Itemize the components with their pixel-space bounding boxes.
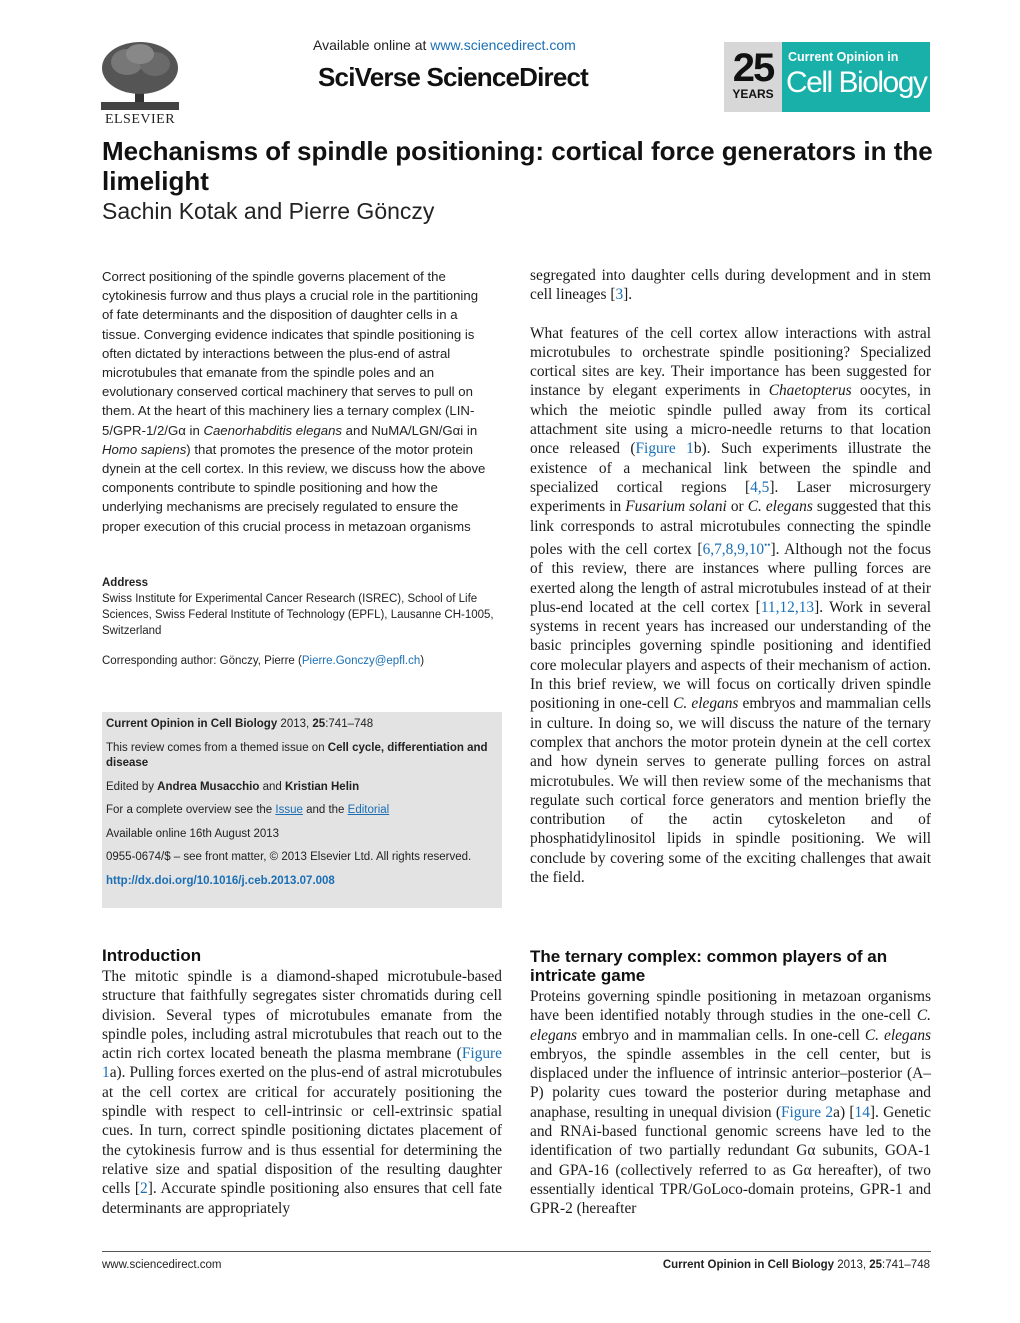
doi-link[interactable]: http://dx.doi.org/10.1016/j.ceb.2013.07.008	[106, 874, 335, 887]
info-volume: 25	[312, 718, 326, 730]
ref-6-10-mark: ••	[764, 539, 771, 550]
footer-pages: :741–748	[882, 1259, 930, 1271]
ref-4-5-link[interactable]: 4,5	[750, 478, 770, 496]
ref-14-link[interactable]: 14	[854, 1103, 870, 1121]
article-title: Mechanisms of spindle positioning: cortical force generators in the limelight	[102, 136, 933, 196]
footer-divider	[102, 1251, 931, 1252]
info-editor-2: Kristian Helin	[284, 780, 360, 793]
sciencedirect-link[interactable]: www.sciencedirect.com	[430, 37, 576, 53]
years-number: 25	[732, 46, 774, 90]
ref-2-link[interactable]: 2	[140, 1180, 148, 1198]
ref-3-link[interactable]: 3	[615, 286, 624, 304]
intro-a: The mitotic spindle is a diamond-shaped microtubule-based structure that faithfully segregates sister chromatids during cell division. Several types of microtubules emanate from the spindle poles, including astral microtubules that reach out to the actin rich cortex located beneath the plasma membrane (	[102, 968, 502, 1063]
rp2-c: b). Such experiments illustrate the existence of a mechanical link between the spindle and specialized cortical regions [	[530, 440, 931, 496]
years-badge	[724, 42, 782, 112]
tern-species-2: C. elegans	[864, 1026, 931, 1044]
tern-c: embryos, the spindle assembles in the cell center, but is displaced under the influence of intrinsic anterior–posterior (A–P) polarity cues toward the posterior during metaphase and anaphase, resulting in unequal division (	[530, 1045, 931, 1121]
rp2-species-2: Fusarium solani	[625, 498, 727, 516]
info-editor-1: Andrea Musacchio	[157, 780, 260, 793]
abstract-species-1: Caenorhabditis elegans	[203, 422, 343, 438]
right-paragraph-2	[530, 324, 931, 888]
available-prefix: Available online at	[313, 37, 431, 53]
info-theme-prefix: This review comes from a themed issue on	[106, 741, 328, 754]
journal-top-text: Current Opinion in	[788, 50, 899, 64]
rp1-end: ].	[623, 286, 633, 304]
info-year: 2013,	[277, 718, 313, 730]
address-block	[102, 575, 502, 639]
available-online-line	[313, 37, 576, 53]
intro-c: ]. Accurate spindle positioning also ensures that cell fate determinants are appropriately	[102, 1180, 502, 1217]
brand-name: SciVerse ScienceDirect	[318, 62, 589, 92]
years-label: YEARS	[732, 87, 774, 101]
rp2-b: oocytes, in which the meiotic spindle pulled away from its cortical attachment site using a micro-needle returns to that location once released (	[530, 382, 931, 458]
author-email-link[interactable]: Pierre.Gonczy@epfl.ch	[301, 655, 421, 667]
info-overview-and: and the	[302, 804, 348, 816]
abstract-text-2: and NuMA/LGN/Gαi in	[342, 422, 478, 438]
article-authors: Sachin Kotak and Pierre Gönczy	[102, 198, 435, 224]
right-column-intro	[530, 266, 931, 887]
ref-11-13-link[interactable]: 11,12,13	[760, 598, 815, 616]
footer-journal: Current Opinion in Cell Biology	[662, 1259, 835, 1271]
rp1-text: segregated into daughter cells during development and in stem cell lineages [	[530, 267, 931, 304]
journal-main-text: Cell Biology	[786, 66, 927, 99]
rp2-e: or	[726, 498, 748, 516]
corresponding-suffix: )	[420, 655, 425, 667]
info-overview	[106, 803, 496, 819]
rp2-species-4: C. elegans	[673, 695, 739, 713]
footer-year: 2013,	[834, 1259, 870, 1271]
corresponding-author	[102, 653, 502, 669]
right-paragraph-1	[530, 266, 931, 305]
tern-e: ]. Genetic and RNAi-based functional genomic screens have led to the identification of two partially redundant Gα subunits, GOA-1 and GPA-16 (collectively referred to as Gα hereafter), of two essentially identical TPR/GoLoco-domain proteins, GPR-1 and GPR-2 (hereafter	[530, 1103, 932, 1218]
abstract-text-3: ) that promotes the presence of the motor protein dynein at the cell cortex. In this review, we discuss how the above components contribute to spindle positioning and how the underlying mechanisms are precisely regulated to ensure the proper execution of this crucial process in metazoan organisms	[102, 441, 486, 534]
article-info-box	[102, 712, 502, 908]
ref-6-10-link[interactable]: 6,7,8,9,10	[702, 540, 765, 558]
info-edited-and: and	[259, 780, 285, 793]
info-theme-name: Cell cycle, differentiation and disease	[106, 741, 488, 769]
footer-citation	[663, 1259, 930, 1271]
tern-species-1: C. elegans	[530, 1007, 931, 1044]
footer-website: www.sciencedirect.com	[102, 1259, 222, 1271]
journal-band	[782, 42, 930, 112]
footer-volume: 25	[869, 1259, 883, 1271]
intro-figure-1-link[interactable]: Figure 1	[102, 1045, 502, 1082]
figure-2-link[interactable]: Figure 2	[780, 1103, 834, 1121]
intro-b: a). Pulling forces exerted on the plus-end of astral microtubules at the cell cortex are critical for accurately positioning the spindle with respect to cell-intrinsic or cell-extrinsic spatial cues. In turn, correct spindle positioning dictates placement of the cytokinesis furrow and is thus essential for determining the relative size and spatial disposition of the resulting daughter cells [	[102, 1064, 502, 1198]
rp2-d: ]. Laser microsurgery experiments in	[530, 478, 932, 516]
figure-1-link[interactable]: Figure 1	[635, 440, 694, 458]
tern-d: a) [	[833, 1103, 855, 1121]
info-editors	[106, 780, 496, 796]
abstract	[102, 267, 486, 536]
issue-link[interactable]: Issue	[275, 804, 303, 816]
tern-a: Proteins governing spindle positioning in metazoan organisms have been identified notably through studies in the one-cell	[530, 988, 931, 1025]
tern-b: embryo and in mammalian cells. In one-cell	[577, 1026, 865, 1044]
introduction-text	[102, 967, 502, 1218]
rp2-species-3: C. elegans	[747, 498, 813, 516]
abstract-text-1: Correct positioning of the spindle governs placement of the cytokinesis furrow and thus plays a crucial role in the partitioning of fate determinants and the disposition of daughter cells in a tissue. Converging evidence indicates that spindle positioning is often dictated by interactions between the plus-end of astral microtubules that emanate from the spindle poles and an evolutionary conserved cortical machinery that serves to pull on them. At the heart of this machinery lies a ternary complex (LIN-5/GPR-1/2/Gα in	[102, 269, 479, 438]
corresponding-prefix: Corresponding author: Gönczy, Pierre (	[102, 655, 302, 667]
info-theme	[106, 741, 496, 772]
info-edited-prefix: Edited by	[106, 780, 158, 793]
ternary-text	[530, 987, 931, 1219]
info-copyright: 0955-0674/$ – see front matter, © 2013 Elsevier Ltd. All rights reserved.	[106, 851, 472, 863]
journal-logo	[724, 42, 930, 112]
rp2-species-1: Chaetopterus	[768, 382, 852, 400]
rp2-g: ]. Although not the focus of this review, there are instances where pulling forces are exerted along the length of astral microtubules instead of at their plus-end located at the cell cortex [	[530, 540, 931, 616]
info-pages: :741–748	[325, 718, 374, 730]
introduction-heading: Introduction	[102, 946, 202, 965]
info-available-online: Available online 16th August 2013	[106, 827, 280, 840]
publisher-name: ELSEVIER	[104, 112, 176, 127]
rp2-f: suggested that this link corresponds to astral microtubules connecting the spindle poles with the cell cortex [	[530, 498, 931, 558]
ternary-heading: The ternary complex: common players of an intricate game	[530, 947, 888, 985]
rp2-a: What features of the cell cortex allow interactions with astral microtubules to orchestrate spindle positioning? Specialized cortical sites are key. Their importance has been suggested for instance by elegant experiments in	[530, 324, 931, 400]
abstract-species-2: Homo sapiens	[102, 441, 187, 457]
editorial-link[interactable]: Editorial	[347, 804, 390, 816]
address-text: Swiss Institute for Experimental Cancer Research (ISREC), School of Life Sciences, Swiss Federal Institute of Technology (EPFL), Lausanne CH-1005, Switzerland	[102, 593, 494, 637]
rp2-i: embryos and mammalian cells in culture. In doing so, we will discuss the nature of the ternary complex that anchors the motor protein dynein at the cell cortex and how dynein serves to generate pulling forces on astral microtubules. We will then review some of the mechanisms that regulate such cortical force generators and mention briefly the contribution of the actin cytoskeleton and of phosphatidylinositol lipids in spindle positioning. We will conclude by covering some of the exciting challenges that await the field.	[530, 695, 931, 887]
info-citation	[106, 717, 496, 733]
info-overview-prefix: For a complete overview see the	[106, 804, 276, 816]
rp2-h: ]. Work in several systems in recent years has increased our understanding of the basic principles governing spindle positioning and identified core molecular players and aspects of their mechanism of action. In this brief review, we will focus on cortically driven spindle positioning in one-cell	[530, 598, 931, 713]
address-heading: Address	[102, 577, 149, 589]
info-journal: Current Opinion in Cell Biology	[106, 718, 278, 730]
